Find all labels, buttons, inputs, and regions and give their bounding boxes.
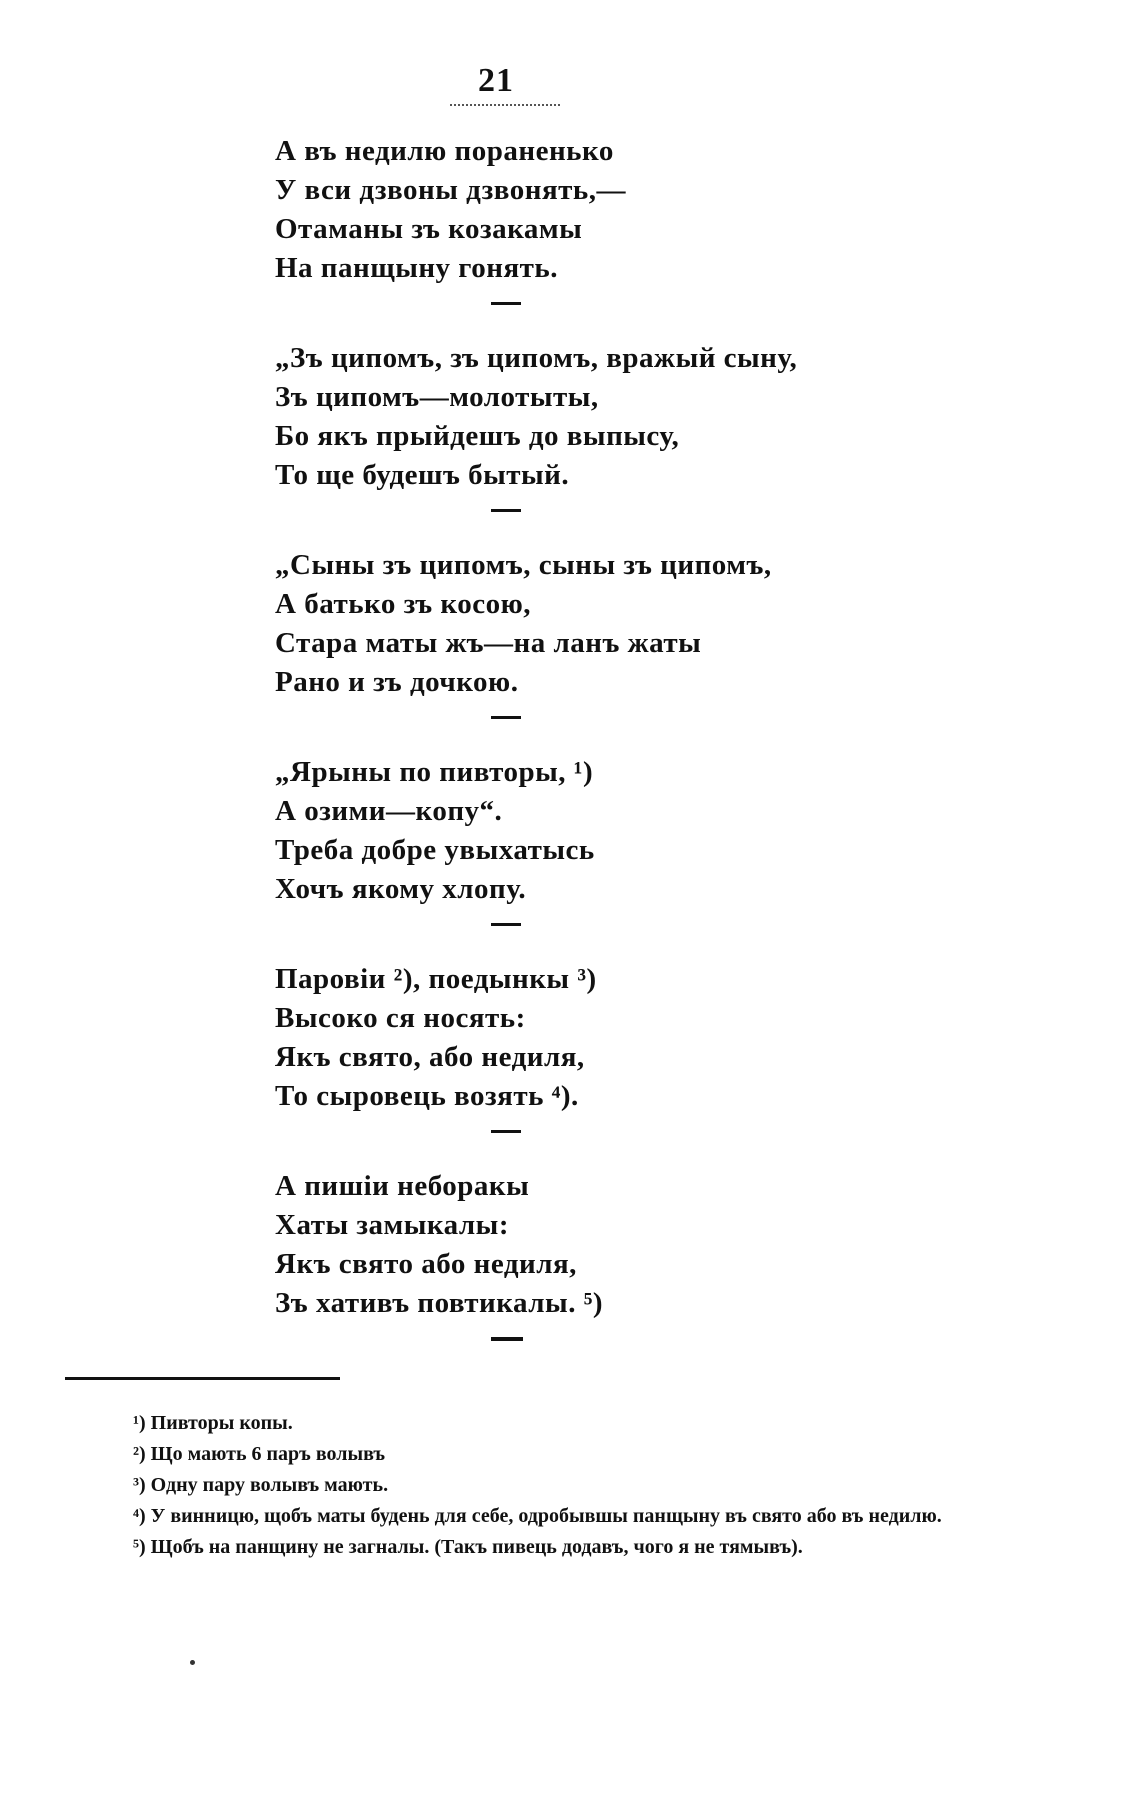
poem-line: Стара маты жъ—на ланъ жаты: [275, 627, 702, 659]
stanza-separator: [491, 509, 521, 512]
poem-line: Рано и зъ дочкою.: [275, 666, 519, 698]
stanza-5: [275, 960, 915, 1116]
stanza-3: [275, 546, 915, 702]
poem-line: Якъ свято або недиля,: [275, 1248, 577, 1280]
poem-line: То ще будешъ бытый.: [275, 459, 570, 491]
footnotes: [65, 1408, 965, 1563]
stanza-2: [275, 339, 915, 495]
page-number-rule: [450, 104, 560, 106]
stanza-6: [275, 1167, 915, 1323]
poem-line: Хаты замыкалы:: [275, 1209, 509, 1241]
stanza-4: [275, 753, 915, 909]
stanza-separator: [491, 302, 521, 305]
stanza-separator: [491, 1130, 521, 1133]
poem-line: „Зъ ципомъ, зъ ципомъ, вражый сыну,: [275, 342, 798, 374]
footnote-3: ³) Одну пару волывъ мають.: [133, 1474, 389, 1496]
poem-line: А батько зъ косою,: [275, 588, 532, 620]
footnote-5: ⁵) Щобъ на панщину не загналы. (Такъ пивець додавъ, чого я не тямывъ).: [133, 1536, 803, 1558]
poem-line: Хочъ якому хлопу.: [275, 873, 527, 905]
poem-line: Зъ хативъ повтикалы. ⁵): [275, 1287, 604, 1319]
stanza-1: [275, 132, 915, 288]
poem-line: Бо якъ прыйдешъ до выпысу,: [275, 420, 680, 452]
poem-line: Якъ свято, або недиля,: [275, 1041, 585, 1073]
stanza-separator: [491, 716, 521, 719]
poem-line: У вси дзвоны дзвонять,—: [275, 174, 626, 206]
poem-line: Зъ ципомъ—молотыты,: [275, 381, 599, 413]
poem-line: „Сыны зъ ципомъ, сыны зъ ципомъ,: [275, 549, 772, 581]
poem-line: Паровіи ²), поедынкы ³): [275, 963, 597, 995]
poem-line: А пишіи неборакы: [275, 1170, 530, 1202]
poem-line: Высоко ся носять:: [275, 1002, 526, 1034]
stanza-separator: [491, 923, 521, 926]
poem: [275, 132, 915, 1375]
poem-line: Отаманы зъ козакамы: [275, 213, 583, 245]
poem-line: А въ недилю пораненько: [275, 135, 614, 167]
poem-line: Треба добре увыхатысь: [275, 834, 595, 866]
footnote-1: ¹) Пивторы копы.: [133, 1412, 293, 1434]
poem-line: А озими—копу“.: [275, 795, 503, 827]
poem-line: То сыровець возять ⁴).: [275, 1080, 579, 1112]
footnote-4: ⁴) У винницю, щобъ маты будень для себе, одробывшы панщыну въ свято або въ недилю.: [133, 1505, 942, 1527]
footnote-2: ²) Що мають 6 паръ волывъ: [133, 1443, 386, 1465]
footnote-rule: [65, 1377, 340, 1380]
page-number: 21: [478, 62, 514, 99]
print-speck: [190, 1660, 195, 1665]
stanza-separator: [491, 1337, 523, 1341]
poem-line: „Ярыны по пивторы, ¹): [275, 756, 594, 788]
poem-line: На панщыну гонять.: [275, 252, 558, 284]
